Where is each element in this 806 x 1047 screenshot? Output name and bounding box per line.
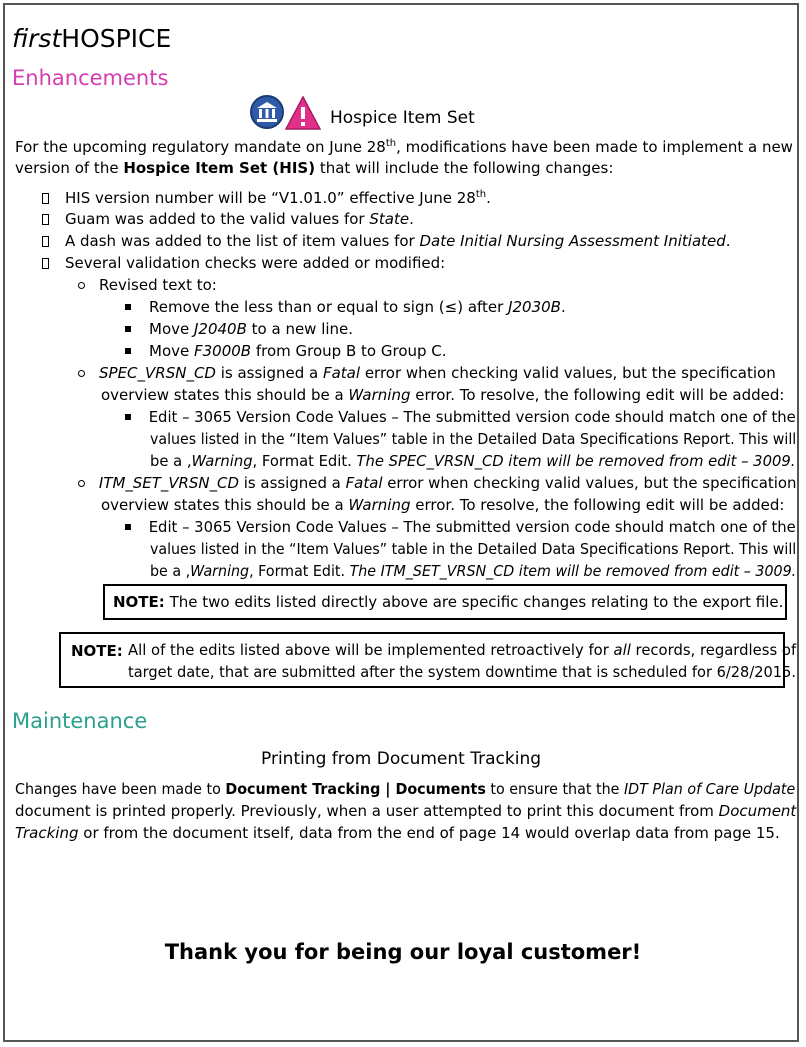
sub-sub-list-item: Edit – 3065 Version Code Values – The submitted version code should match one of the — [125, 406, 796, 428]
sub-list-item: ITM_SET_VRSN_CD is assigned a Fatal error when checking valid values, but the specification — [78, 472, 797, 494]
checkbox-bullet-icon — [42, 214, 49, 225]
section-title-enhancements: Enhancements — [12, 66, 169, 90]
sub-sub-list-item-continued: be a ,Warning, Format Edit. The ITM_SET_VRSN_CD item will be removed from edit – 3009. — [150, 562, 797, 580]
sub-sub-list-item-continued: values listed in the “Item Values” table in the Detailed Data Specifications Report. This will — [150, 430, 797, 448]
list-item: HIS version number will be “V1.01.0” effective June 28th. — [42, 187, 491, 209]
circle-bullet-icon — [78, 282, 85, 289]
maintenance-line-3: Tracking or from the document itself, data from the end of page 14 would overlap data from page 15. — [15, 824, 780, 842]
note-text: NOTE: The two edits listed directly above are specific changes relating to the export file. — [113, 593, 784, 611]
brand-logo — [12, 22, 171, 56]
sub-sub-list-item-continued: be a ,Warning, Format Edit. The SPEC_VRSN_CD item will be removed from edit – 3009. — [150, 452, 796, 470]
hospice-item-set-title: Hospice Item Set — [330, 108, 475, 128]
checkbox-bullet-icon — [42, 258, 49, 269]
note-box-retroactive — [59, 632, 797, 688]
square-bullet-icon — [125, 348, 131, 354]
note-label: NOTE: — [71, 642, 123, 660]
list-item: Several validation checks were added or modified: — [42, 252, 445, 274]
sub-sub-list-item-continued: values listed in the “Item Values” table in the Detailed Data Specifications Report. This will — [150, 540, 797, 558]
bank-building-icon — [250, 95, 284, 129]
circle-bullet-icon — [78, 480, 85, 487]
intro-line-1: For the upcoming regulatory mandate on June 28th, modifications have been made to implement a new — [15, 138, 793, 156]
brand-first: first — [12, 24, 62, 53]
sub-sub-list-item: Remove the less than or equal to sign (≤) after J2030B. — [125, 296, 566, 318]
square-bullet-icon — [125, 304, 131, 310]
warning-icon — [285, 96, 321, 130]
maintenance-line-2: document is printed properly. Previously, when a user attempted to print this document from Document — [15, 802, 797, 820]
sub-sub-list-item: Move F3000B from Group B to Group C. — [125, 340, 447, 362]
printing-heading: Printing from Document Tracking — [261, 749, 542, 769]
square-bullet-icon — [125, 414, 131, 420]
brand-hospice: HOSPICE — [61, 24, 172, 53]
sub-list-item-continued: overview states this should be a Warning error. To resolve, the following edit will be added: — [101, 496, 785, 514]
closing-message: Thank you for being our loyal customer! — [164, 940, 642, 964]
note-text: target date, that are submitted after the system downtime that is scheduled for 6/28/2015. — [128, 663, 796, 681]
circle-bullet-icon — [78, 370, 85, 377]
intro-line-2: version of the Hospice Item Set (HIS) that will include the following changes: — [15, 159, 614, 177]
list-item: Guam was added to the valid values for State. — [42, 208, 414, 230]
maintenance-line-1: Changes have been made to Document Tracking | Documents to ensure that the IDT Plan of Care Update — [15, 780, 796, 798]
sub-list-item-continued: overview states this should be a Warning error. To resolve, the following edit will be added: — [101, 386, 785, 404]
list-item: A dash was added to the list of item values for Date Initial Nursing Assessment Initiated. — [42, 230, 731, 252]
note-text: All of the edits listed above will be implemented retroactively for all records, regardless of — [128, 641, 797, 659]
square-bullet-icon — [125, 326, 131, 332]
checkbox-bullet-icon — [42, 236, 49, 247]
square-bullet-icon — [125, 524, 131, 530]
note-box-export — [103, 584, 787, 620]
sub-sub-list-item: Move J2040B to a new line. — [125, 318, 353, 340]
checkbox-bullet-icon — [42, 193, 49, 204]
sub-list-item: SPEC_VRSN_CD is assigned a Fatal error when checking valid values, but the specification — [78, 362, 776, 384]
section-title-maintenance: Maintenance — [12, 709, 148, 733]
sub-list-item: Revised text to: — [78, 274, 217, 296]
sub-sub-list-item: Edit – 3065 Version Code Values – The submitted version code should match one of the — [125, 516, 796, 538]
